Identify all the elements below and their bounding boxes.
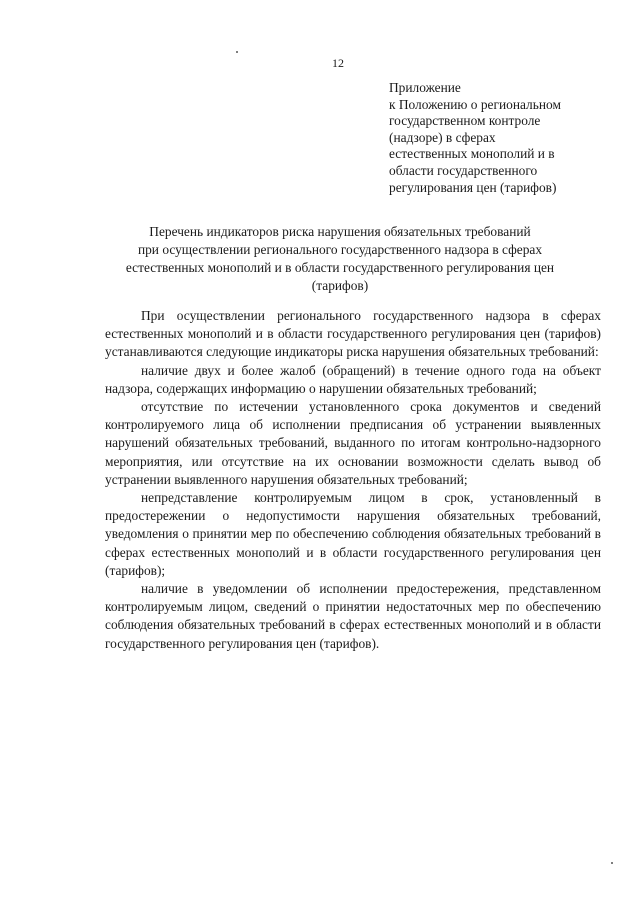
body-paragraph-indicator: непредставление контролируемым лицом в срок, установленный в предостережении о недопустимости нарушения обязательных требований, уведомления о принятии мер по обеспечению соблюдения обязательных требований в сферах естественных монополий и в области государственного регулирования цен (тарифов); <box>105 490 601 578</box>
appendix-line: (надзоре) в сферах <box>389 129 496 145</box>
title-line: при осуществлении регионального государственного надзора в сферах <box>137 242 543 257</box>
appendix-line: регулирования цен (тарифов) <box>389 179 557 195</box>
appendix-block <box>389 80 619 196</box>
body-paragraph-indicator: наличие в уведомлении об исполнении предостережения, представленном контролируемым лицом, сведений о принятии недостаточных мер по обеспечению соблюдения обязательных требований в сферах естественных монополий и в области государственного регулирования цен (тарифов). <box>105 581 601 651</box>
scan-speck <box>236 51 238 53</box>
scan-speck <box>611 862 613 864</box>
page-number: 12 <box>332 56 344 70</box>
body-paragraph-indicator: наличие двух и более жалоб (обращений) в течение одного года на объект надзора, содержащих информацию о нарушении обязательных требований; <box>105 362 601 396</box>
document-body <box>105 307 601 653</box>
appendix-line: области государственного <box>389 162 538 178</box>
body-paragraph-intro: При осуществлении регионального государственного надзора в сферах естественных монополий и в области государственного регулирования цен (тарифов) устанавливаются следующие индикаторы риска нарушения обязательных требований: <box>105 308 601 360</box>
appendix-line: Приложение <box>389 80 461 95</box>
title-line: Перечень индикаторов риска нарушения обязательных требований <box>149 224 531 239</box>
title-line: (тарифов) <box>311 278 369 293</box>
body-paragraph-indicator: отсутствие по истечении установленного срока документов и сведений контролируемого лица об исполнении предписания об устранении выявленных нарушений обязательных требований, выданного по итогам контрольно-надзорного мероприятия, или отсутствие на их основании возможности сделать вывод об устранении выявленного нарушения обязательных требований; <box>105 399 601 487</box>
document-title <box>100 223 580 295</box>
appendix-line: государственном контроле <box>389 113 541 129</box>
appendix-line: к Положению о региональном <box>389 96 561 112</box>
appendix-line: естественных монополий и в <box>389 146 555 162</box>
title-line: естественных монополий и в области государственного регулирования цен <box>125 260 555 275</box>
